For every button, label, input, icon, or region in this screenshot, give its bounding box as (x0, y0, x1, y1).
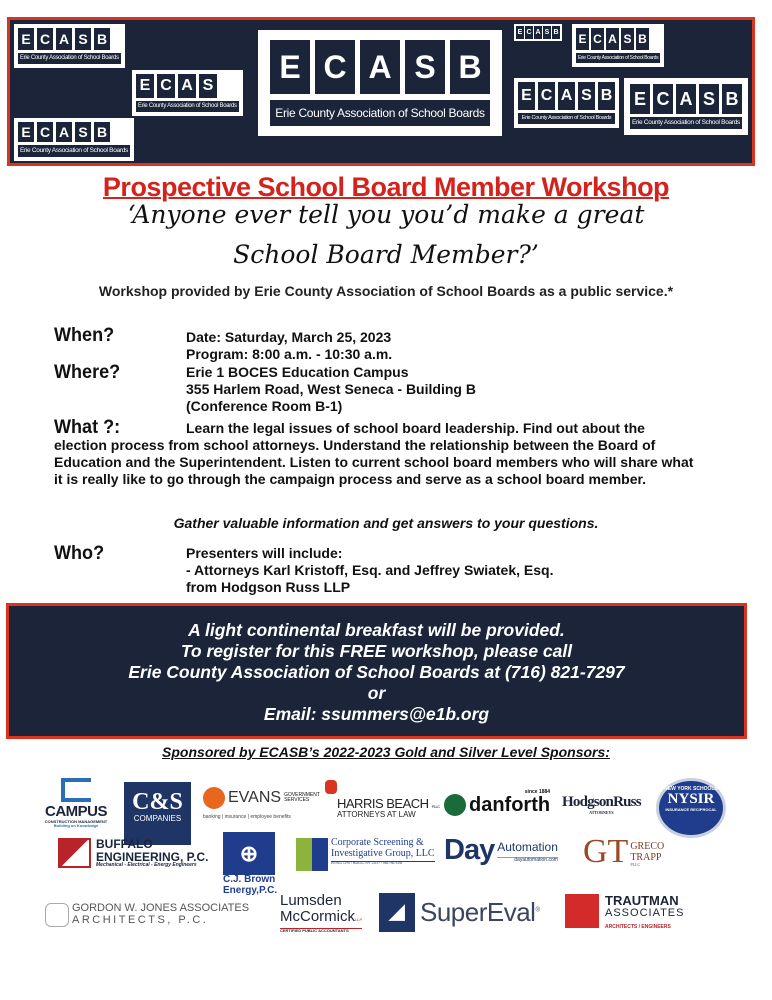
sponsor-tagline: since 1884 (524, 789, 551, 795)
sponsor-greco-trapp (583, 834, 664, 870)
what-description: Learn the legal issues of school board leadership. Find out about the election process from school attorneys. Understand the relationship between the Board of Education and the Superintendent. Listen to current school board members who will share what it is really like to go through the campaign process and serve as a school board member. (54, 420, 694, 487)
greco-trapp-icon: GT (583, 833, 629, 870)
logo-letter: E (516, 26, 524, 39)
what-label: What ?: (54, 417, 121, 438)
presenters-intro: Presenters will include: (186, 545, 343, 561)
logo-letter: B (598, 82, 615, 110)
sponsor-name: GRECO (630, 841, 665, 852)
provided-by-text: Workshop provided by Erie County Association of School Boards as a public service.* (98, 283, 674, 299)
evans-icon (203, 787, 225, 809)
trautman-icon (565, 894, 599, 928)
logo-letter: E (136, 74, 154, 98)
sponsor-subtitle: CONSTRUCTION MANAGEMENT (44, 818, 108, 824)
register-phone: Erie County Association of School Boards at (716) 821-7297 (128, 662, 625, 682)
supereval-icon: ◢ (379, 893, 415, 932)
logo-letter: A (676, 84, 696, 114)
sponsor-name: NYSIR (667, 791, 715, 808)
sponsor-campus (40, 778, 112, 828)
logo-letter: A (360, 40, 400, 94)
sponsor-name-cont: Investigative Group, LLC (331, 847, 435, 859)
sponsor-name: Lumsden (280, 892, 342, 909)
logo-letter: B (450, 40, 490, 94)
sponsor-danforth (444, 790, 550, 816)
logo-letter: E (630, 84, 650, 114)
logo-letter: S (405, 40, 445, 94)
sponsor-subtitle: GOVERNMENT SERVICES (284, 791, 320, 803)
logo-letter: C (315, 40, 355, 94)
logo-letter: E (18, 122, 34, 142)
logo-org-name: Erie County Association of School Boards (136, 101, 239, 112)
logo-letter: C (538, 82, 555, 110)
logo-org-name: Erie County Association of School Boards (18, 145, 130, 157)
logo-org-name: Erie County Association of School Boards (18, 53, 121, 64)
sponsor-harris-beach (325, 780, 440, 819)
sponsor-corporate-screening (296, 838, 435, 871)
ecasb-logo (624, 78, 748, 135)
logo-org-name: Erie County Association of School Boards (630, 117, 742, 129)
sponsor-name: BUFFALO (96, 837, 153, 851)
cj-brown-icon: ⊕ (223, 832, 275, 875)
sponsor-name: HARRIS BEACH (337, 796, 429, 811)
sponsor-name-cont: TRAPP (630, 851, 662, 863)
breakfast-note: A light continental breakfast will be provided. (188, 620, 565, 640)
sponsor-name-cont: ASSOCIATES (605, 906, 685, 919)
ecasb-logo (514, 24, 562, 41)
sponsor-name-cont: ARCHITECTS, P.C. (72, 913, 209, 926)
logo-letter: B (94, 28, 110, 50)
sponsor-name: HodgsonRuss (562, 794, 641, 810)
page-title (0, 172, 772, 203)
logo-letter: S (621, 28, 634, 50)
gordon-jones-icon (45, 903, 69, 927)
ecasb-logo (514, 78, 619, 128)
logo-letter: C (37, 122, 53, 142)
logo-letter: C (525, 26, 533, 39)
who-label: Who? (54, 543, 105, 564)
sponsor-tagline: banking | insurance | employee benefits (203, 814, 291, 820)
sponsor-evans (203, 787, 318, 820)
gather-text: Gather valuable information and get answers to your questions. (173, 515, 599, 531)
sponsor-url: dayautomation.com (497, 857, 558, 863)
sponsor-name-cont: McCormick (280, 907, 355, 925)
ecasb-logo (14, 24, 125, 68)
sponsor-suffix: PLLC (431, 804, 440, 809)
danforth-icon (444, 794, 466, 816)
logo-letter: B (722, 84, 742, 114)
sponsor-hodgson-russ (562, 795, 641, 815)
corporate-screening-icon (296, 838, 328, 871)
register-note: To register for this FREE workshop, please call (180, 641, 573, 661)
sponsor-name-cont: Energy,P.C. (223, 884, 278, 896)
sponsor-tagline: CERTIFIED PUBLIC ACCOUNTANTS (280, 928, 362, 933)
sponsor-name: CAMPUS (44, 803, 107, 820)
sponsor-cs (124, 782, 191, 845)
title-text: Prospective School Board Member Workshop (102, 172, 670, 202)
logo-letter: A (606, 28, 619, 50)
sponsor-suffix: PLLC (630, 862, 641, 867)
presenters-names: - Attorneys Karl Kristoff, Esq. and Jeffrey Swiatek, Esq. (186, 562, 554, 578)
ecasb-logo-main (258, 30, 502, 136)
logo-letter: A (56, 28, 72, 50)
sponsor-subtitle: COMPANIES (133, 814, 182, 824)
sponsor-nysir (656, 778, 726, 838)
sponsor-day-automation (444, 835, 558, 865)
sponsor-gordon-jones (45, 903, 249, 927)
logo-letter: A (178, 74, 196, 98)
tagline-line: School Board Member?’ (233, 240, 539, 269)
campus-icon (61, 778, 91, 802)
logo-letter: A (534, 26, 542, 39)
sponsor-name: C.J. Brown (223, 874, 276, 885)
logo-letter: S (578, 82, 595, 110)
sponsor-name: danforth (469, 794, 551, 817)
logo-letter: E (576, 28, 589, 50)
sponsor-lumsden-mccormick (280, 893, 362, 933)
event-date: Date: Saturday, March 25, 2023 (186, 329, 392, 345)
where-label: Where? (54, 362, 121, 383)
sponsor-tagline: INSURANCE RECIPROCAL (665, 807, 717, 812)
sponsor-name-cont: ENGINEERING, P.C. (96, 849, 209, 864)
sponsor-name-cont: Automation (497, 840, 558, 854)
ecasb-logo (132, 70, 243, 116)
logo-letter: S (199, 74, 217, 98)
sponsor-name: TRAUTMAN (605, 893, 679, 908)
logo-org-name: Erie County Association of School Boards (270, 100, 490, 126)
sponsor-cj-brown (223, 832, 277, 896)
ecasb-logo (14, 118, 134, 161)
logo-letter: B (636, 28, 649, 50)
sponsor-subtitle: NEW YORK SCHOOLS (664, 786, 718, 792)
sponsor-name: C&S (132, 789, 183, 815)
when-details (186, 329, 392, 363)
event-time: Program: 8:00 a.m. - 10:30 a.m. (186, 346, 393, 362)
ecasb-banner (7, 17, 755, 166)
sponsor-address: PO Box 1270 • Buffalo, NY 14127 • 866.780.3458 (331, 861, 435, 866)
logo-letter: B (552, 26, 560, 39)
logo-letter: E (18, 28, 34, 50)
logo-org-name: Erie County Association of School Boards (578, 55, 659, 61)
sponsor-name: SuperEval (420, 896, 536, 927)
logo-org-name: Erie County Association of School Boards (518, 113, 615, 124)
logo-letter: S (75, 122, 91, 142)
logo-letter: C (653, 84, 673, 114)
sponsor-trautman (565, 894, 684, 930)
sponsor-tagline: Mechanical - Electrical - Energy Engineers (96, 862, 197, 869)
sponsor-tagline: ARCHITECTS / ENGINEERS (605, 924, 671, 931)
sponsor-suffix: LLP (355, 916, 363, 922)
logo-letter: S (543, 26, 551, 39)
when-label: When? (54, 325, 115, 346)
sponsor-mark: ® (535, 907, 540, 914)
where-details (186, 364, 476, 415)
register-email[interactable]: Email: ssummers@e1b.org (263, 704, 490, 724)
logo-letter: E (270, 40, 310, 94)
logo-letter: B (94, 122, 110, 142)
sponsor-name: GORDON W. JONES ASSOCIATES (72, 902, 250, 914)
logo-letter: C (157, 74, 175, 98)
logo-letter: S (699, 84, 719, 114)
harris-beach-icon (325, 780, 337, 794)
logo-letter: A (558, 82, 575, 110)
sponsor-name: Day (444, 834, 495, 866)
registration-callout (6, 603, 747, 739)
who-details (186, 545, 553, 596)
venue-address: 355 Harlem Road, West Seneca - Building B (186, 381, 476, 397)
venue-room: (Conference Room B-1) (186, 398, 343, 414)
ecasb-logo (572, 24, 664, 67)
sponsor-name: Corporate Screening & (331, 837, 424, 848)
sponsor-tagline: ATTORNEYS AT LAW (337, 809, 416, 819)
or-text: or (367, 683, 386, 703)
logo-letter: S (75, 28, 91, 50)
sponsor-name: EVANS (228, 788, 282, 806)
logo-letter: C (37, 28, 53, 50)
presenters-firm: from Hodgson Russ LLP (186, 579, 351, 595)
buffalo-engineering-icon (58, 838, 91, 868)
sponsor-supereval (379, 893, 539, 932)
venue-name: Erie 1 BOCES Education Campus (186, 364, 409, 380)
logo-letter: A (56, 122, 72, 142)
sponsor-tagline: Building on Knowledge (53, 822, 99, 828)
logo-letter: C (591, 28, 604, 50)
sponsor-subtitle: ATTORNEYS (589, 809, 614, 815)
sponsors-heading: Sponsored by ECASB’s 2022-2023 Gold and Silver Level Sponsors: (162, 744, 610, 760)
logo-letter: E (518, 82, 535, 110)
sponsor-buffalo-engineering (58, 838, 208, 868)
tagline-line: ‘Anyone ever tell you you’d make a great (127, 200, 645, 229)
